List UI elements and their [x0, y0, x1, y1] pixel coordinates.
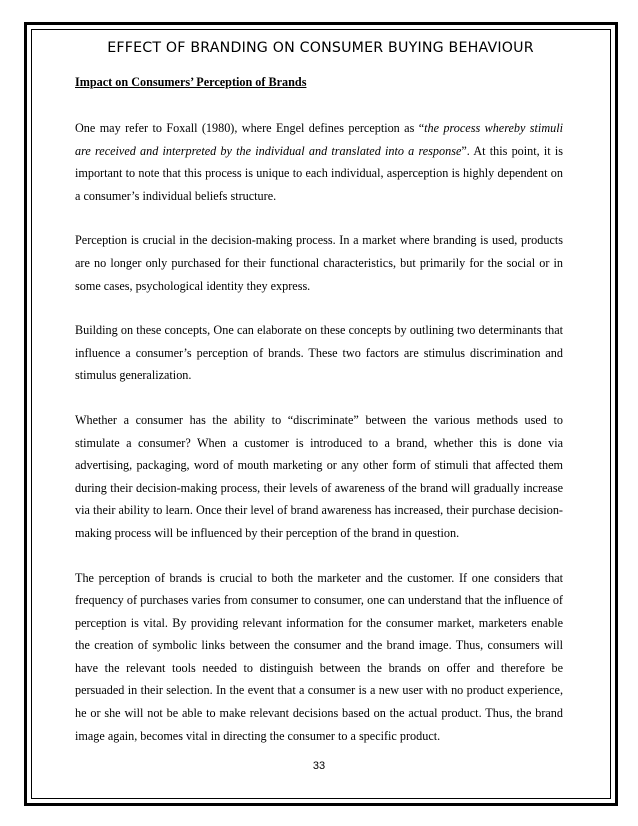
page-body [75, 72, 563, 747]
section-heading: Impact on Consumers’ Perception of Brands [75, 75, 307, 89]
paragraph-4: Whether a consumer has the ability to “discriminate” between the various methods used to stimulate a consumer? When a customer is introduced to a brand, whether this is done via advertising, packaging, word of mouth marketing or any other form of stimuli that affected them during their decision-making process, their levels of awareness of the brand will gradually increase via their ability to learn. Once their level of brand awareness has increased, their purchase decision-making process will be influenced by their perception of the brand in question. [75, 412, 563, 540]
paragraph-1-tail: ”. At this point, it is important to note that this process is unique to each individual, asperception is highly dependent on a consumer’s individual beliefs structure. [75, 143, 563, 203]
page-header: EFFECT OF BRANDING ON CONSUMER BUYING BEHAVIOUR [107, 40, 534, 56]
page-number: 33 [312, 760, 326, 772]
paragraph-1 [75, 117, 563, 207]
paragraph-1-quote: the process whereby stimuli are received and interpreted by the individual and translated into a response [75, 121, 563, 158]
paragraph-2: Perception is crucial in the decision-making process. In a market where branding is used, products are no longer only purchased for their functional characteristics, but primarily for the social or in some cases, psychological identity they express. [75, 233, 563, 293]
paragraph-3: Building on these concepts, One can elaborate on these concepts by outlining two determinants that influence a consumer’s perception of brands. These two factors are stimulus discrimination and stimulus generalization. [75, 323, 563, 383]
paragraph-5: The perception of brands is crucial to both the marketer and the customer. If one considers that frequency of purchases varies from consumer to consumer, one can understand that the influence of perception is vital. By providing relevant information for the consumer market, marketers enable the creation of symbolic links between the consumer and the brand image. Thus, consumers will have the relevant tools needed to distinguish between the brands on offer and therefore be persuaded in their selection. In the event that a consumer is a new user with no product experience, he or she will not be able to make relevant decisions based on the actual product. Thus, the brand image again, becomes vital in directing the consumer to a specific product. [75, 570, 563, 743]
paragraph-1-lead: One may refer to Foxall (1980), where Engel defines perception as “ [75, 121, 425, 135]
